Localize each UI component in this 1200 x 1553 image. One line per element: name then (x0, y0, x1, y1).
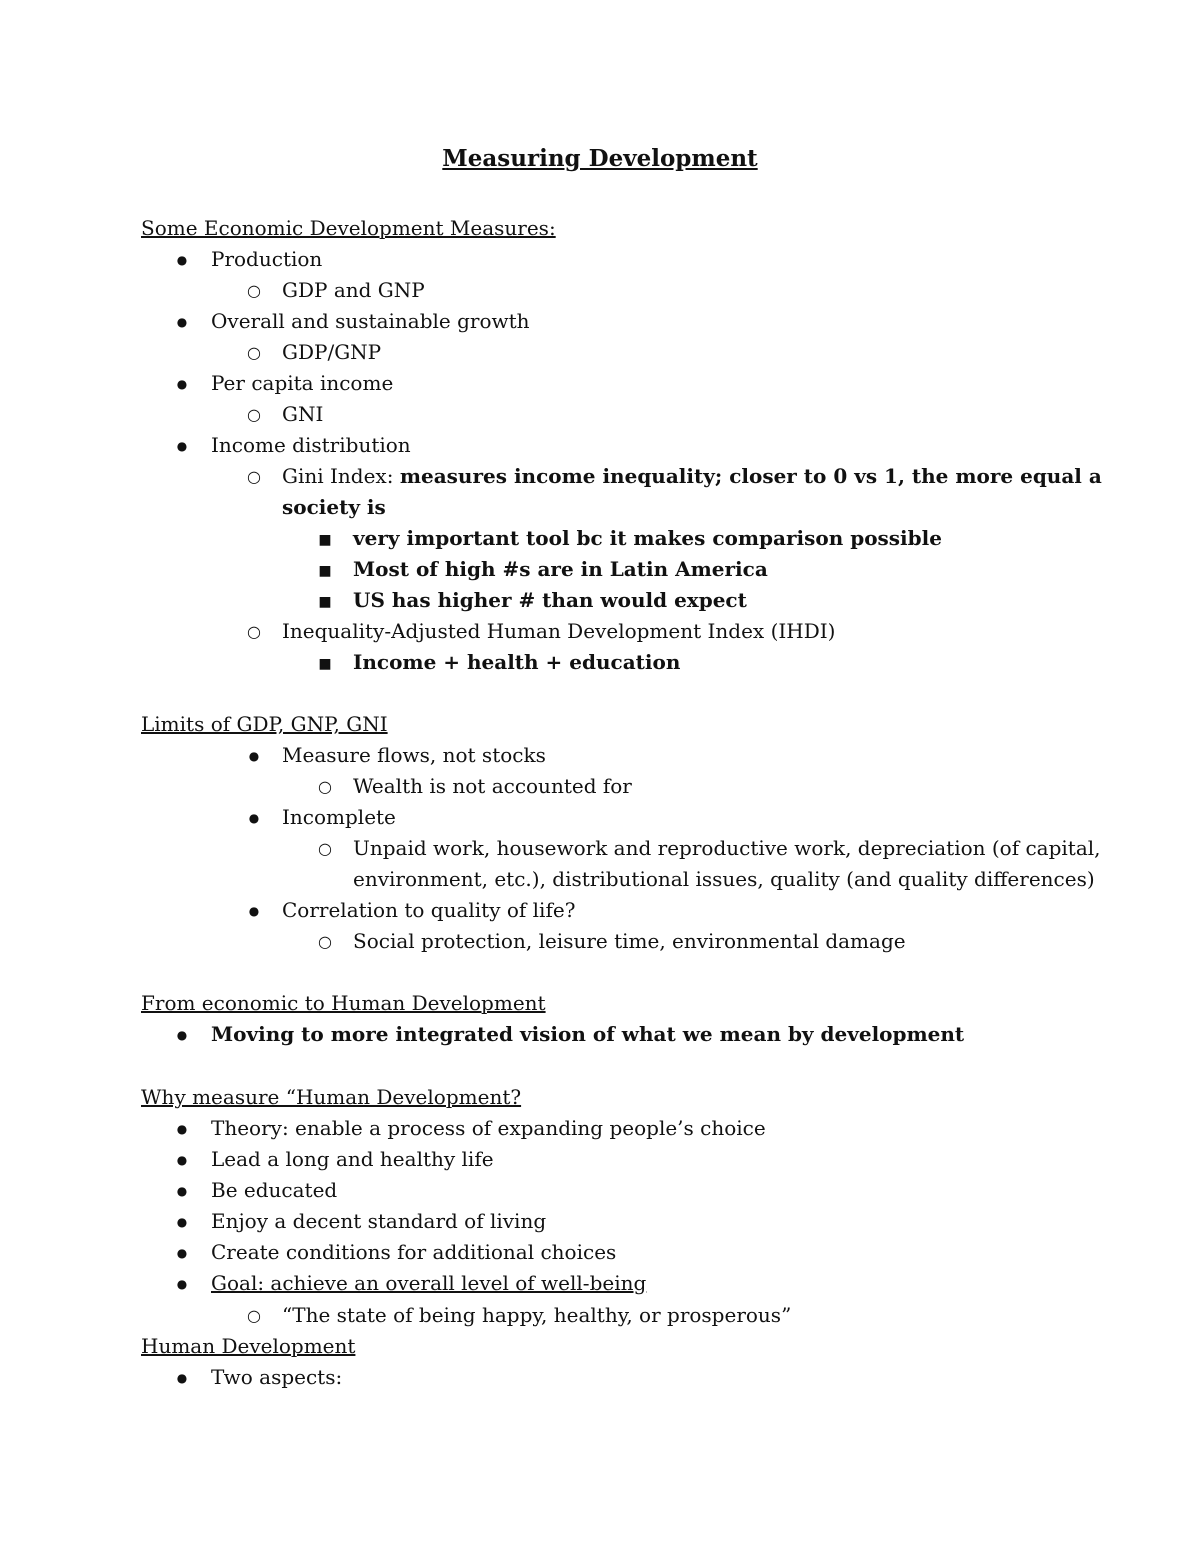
list-item: Most of high #s are in Latin America (353, 557, 768, 581)
section-heading-economic-measures: Some Economic Development Measures: (141, 216, 556, 240)
list-item-cont: environment, etc.), distributional issues, quality (and quality differences) (353, 867, 1095, 891)
list-item: Production (211, 247, 323, 271)
bullet-disc (172, 244, 192, 276)
list-item: Unpaid work, housework and reproductive work, depreciation (of capital, (353, 836, 1101, 860)
list-item: Wealth is not accounted for (353, 774, 632, 798)
bullet-disc (244, 740, 264, 772)
list-item: GNI (282, 402, 324, 426)
bullet-disc (172, 306, 192, 338)
list-item: GDP and GNP (282, 278, 425, 302)
bullet-disc (172, 1206, 192, 1238)
bullet-circle (315, 771, 335, 802)
bullet-disc (244, 802, 264, 834)
bullet-circle (244, 275, 264, 306)
bullet-disc (172, 430, 192, 462)
bullet-disc (172, 1268, 192, 1300)
bullet-square (315, 554, 335, 587)
bullet-square (315, 523, 335, 556)
list-item: Income distribution (211, 433, 411, 457)
bullet-square (315, 647, 335, 680)
bullet-disc (172, 1237, 192, 1269)
page-title: Measuring Development (442, 145, 758, 172)
list-item-gini (282, 461, 1102, 492)
list-item: Lead a long and healthy life (211, 1147, 494, 1171)
section-heading-human-development: Human Development (141, 1334, 356, 1358)
list-item: Measure flows, not stocks (282, 743, 546, 767)
list-item: Theory: enable a process of expanding people’s choice (211, 1116, 766, 1140)
bullet-disc (172, 1175, 192, 1207)
list-item: Inequality-Adjusted Human Development Index (IHDI) (282, 619, 836, 643)
list-item: Moving to more integrated vision of what we mean by development (211, 1022, 965, 1046)
bullet-circle (315, 926, 335, 957)
list-item: very important tool bc it makes comparison possible (353, 526, 942, 550)
gini-definition-cont: society is (282, 495, 386, 519)
bullet-disc (172, 1144, 192, 1176)
list-item: Two aspects: (211, 1365, 343, 1389)
bullet-square (315, 585, 335, 618)
bullet-disc (172, 368, 192, 400)
bullet-circle (244, 461, 264, 492)
list-item: Income + health + education (353, 650, 681, 674)
list-item: Be educated (211, 1178, 338, 1202)
bullet-circle (244, 1300, 264, 1331)
list-item: US has higher # than would expect (353, 588, 747, 612)
list-item: Overall and sustainable growth (211, 309, 530, 333)
list-item: Correlation to quality of life? (282, 898, 576, 922)
list-item: Create conditions for additional choices (211, 1240, 617, 1264)
section-heading-limits: Limits of GDP, GNP, GNI (141, 712, 388, 736)
bullet-disc (244, 895, 264, 927)
gini-definition: measures income inequality; closer to 0 vs 1, the more equal a (399, 464, 1102, 488)
bullet-disc (172, 1113, 192, 1145)
list-item: GDP/GNP (282, 340, 382, 364)
bullet-circle (244, 399, 264, 430)
list-item: Enjoy a decent standard of living (211, 1209, 547, 1233)
list-item: Incomplete (282, 805, 396, 829)
bullet-disc (172, 1362, 192, 1394)
bullet-circle (315, 833, 335, 864)
list-item-goal: Goal: achieve an overall level of well-being (211, 1271, 647, 1295)
bullet-circle (244, 616, 264, 647)
section-heading-why-measure: Why measure “Human Development? (141, 1085, 522, 1109)
list-item: Social protection, leisure time, environmental damage (353, 929, 906, 953)
list-item: Per capita income (211, 371, 394, 395)
bullet-circle (244, 337, 264, 368)
bullet-disc (172, 1019, 192, 1051)
section-heading-human-development-shift: From economic to Human Development (141, 991, 546, 1015)
gini-label: Gini Index: (282, 464, 400, 488)
list-item: “The state of being happy, healthy, or prosperous” (282, 1303, 792, 1327)
